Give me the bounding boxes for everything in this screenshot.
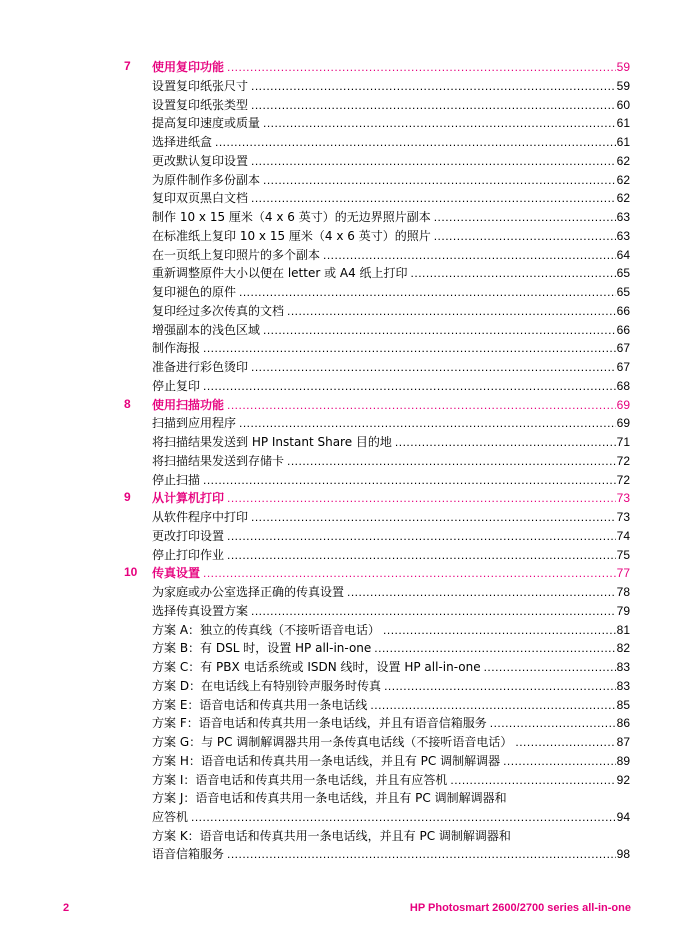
dot-leader <box>203 471 616 489</box>
page-number: 69 <box>616 397 630 412</box>
toc-entry[interactable] <box>0 827 683 846</box>
dot-leader <box>263 321 616 339</box>
page-number: 65 <box>616 266 630 281</box>
toc-entry[interactable] <box>0 152 683 171</box>
page-number: 66 <box>616 322 630 337</box>
footer-page-number: 2 <box>63 902 70 914</box>
dot-leader <box>227 527 616 545</box>
page-number: 94 <box>616 809 630 824</box>
dot-leader <box>370 696 615 714</box>
dot-leader <box>263 114 616 132</box>
dot-leader <box>503 752 616 770</box>
toc-entry-title: 设置复印纸张尺寸 <box>152 78 249 93</box>
toc-entry-title: 更改默认复印设置 <box>152 153 249 168</box>
page-number: 63 <box>616 228 630 243</box>
page-number: 73 <box>616 491 630 506</box>
toc-entry[interactable] <box>0 114 683 133</box>
toc-entry[interactable] <box>0 733 683 752</box>
toc-entry-title: 为家庭或办公室选择正确的传真设置 <box>152 585 345 599</box>
page-number: 65 <box>616 285 630 299</box>
toc-entry-title: 停止打印作业 <box>152 547 225 562</box>
toc-entry[interactable] <box>0 264 683 283</box>
dot-leader <box>251 602 616 620</box>
chapter-title: 传真设置 <box>152 566 201 581</box>
toc-entry[interactable] <box>0 771 683 790</box>
dot-leader <box>287 452 616 470</box>
dot-leader <box>484 658 616 676</box>
toc-chapter-entry[interactable] <box>0 396 683 415</box>
page-number: 86 <box>616 716 630 731</box>
chapter-title: 使用扫描功能 <box>152 397 225 412</box>
toc-entry-title: 选择传真设置方案 <box>152 603 249 618</box>
dot-leader <box>411 264 616 282</box>
toc-entry-title: 在标准纸上复印 10 x 15 厘米（4 x 6 英寸）的照片 <box>152 228 431 243</box>
toc-entry[interactable] <box>0 208 683 227</box>
page-number: 67 <box>616 341 630 356</box>
toc-entry[interactable] <box>0 321 683 340</box>
dot-leader <box>227 396 616 414</box>
toc-entry-title: 设置复印纸张类型 <box>152 97 249 112</box>
dot-leader <box>191 808 616 826</box>
toc-entry-title: 应答机 <box>152 809 189 824</box>
toc-entry-title: 复印经过多次传真的文档 <box>152 303 285 318</box>
chapter-title: 使用复印功能 <box>152 60 225 74</box>
toc-entry-title: 将扫描结果发送到存储卡 <box>152 453 285 468</box>
toc-entry[interactable] <box>0 602 683 621</box>
toc-entry[interactable] <box>0 639 683 658</box>
toc-entry-title: 增强副本的浅色区域 <box>152 322 261 337</box>
page-number: 83 <box>616 678 630 693</box>
toc-entry-title: 方案 F：语音电话和传真共用一条电话线，并且有语音信箱服务 <box>152 716 487 731</box>
dot-leader <box>251 189 616 207</box>
toc-entry-title: 提高复印速度或质量 <box>152 116 261 131</box>
page-number: 66 <box>616 303 630 318</box>
toc-entry[interactable] <box>0 283 683 302</box>
toc-entry[interactable] <box>0 621 683 640</box>
dot-leader <box>515 733 615 751</box>
page-number: 71 <box>616 435 630 449</box>
dot-leader <box>434 208 616 226</box>
page-number: 75 <box>616 547 630 562</box>
page-number: 85 <box>616 697 630 712</box>
page-number: 68 <box>616 378 630 393</box>
page-number: 83 <box>616 660 630 674</box>
dot-leader <box>239 414 616 432</box>
toc-entry-title: 方案 A：独立的传真线（不接听语音电话） <box>152 622 381 637</box>
toc-entry[interactable] <box>0 96 683 115</box>
toc-entry-title: 停止复印 <box>152 378 201 393</box>
toc-entry-title: 方案 I：语音电话和传真共用一条电话线，并且有应答机 <box>152 772 448 787</box>
chapter-number: 9 <box>124 490 131 505</box>
toc-chapter-entry[interactable] <box>0 58 683 77</box>
dot-leader <box>251 508 616 526</box>
toc-entry-title: 方案 J：语音电话和传真共用一条电话线，并且有 PC 调制解调器和 <box>152 791 507 806</box>
dot-leader <box>227 58 616 76</box>
toc-entry-title: 方案 K：语音电话和传真共用一条电话线，并且有 PC 调制解调器和 <box>152 828 511 843</box>
toc-entry-title: 从软件程序中打印 <box>152 510 249 524</box>
dot-leader <box>374 639 615 657</box>
toc-entry[interactable] <box>0 377 683 396</box>
toc-entry[interactable] <box>0 302 683 321</box>
page-number: 92 <box>616 772 630 787</box>
page-number: 59 <box>616 78 630 93</box>
dot-leader <box>203 339 616 357</box>
dot-leader <box>434 227 616 245</box>
toc-entry-title: 方案 G：与 PC 调制解调器共用一条传真电话线（不接听语音电话） <box>152 735 513 749</box>
dot-leader <box>239 283 616 301</box>
toc-entry[interactable] <box>0 414 683 433</box>
toc-entry-title: 制作 10 x 15 厘米（4 x 6 英寸）的无边界照片副本 <box>152 210 431 224</box>
dot-leader <box>251 96 616 114</box>
toc-entry-title: 复印褪色的原件 <box>152 285 237 299</box>
toc-entry[interactable] <box>0 433 683 452</box>
toc-entry[interactable] <box>0 658 683 677</box>
dot-leader <box>287 302 616 320</box>
toc-entry[interactable] <box>0 696 683 715</box>
toc-entry-title: 扫描到应用程序 <box>152 416 237 431</box>
toc-entry-title: 停止扫描 <box>152 472 201 487</box>
toc-entry[interactable] <box>0 546 683 565</box>
dot-leader <box>450 771 615 789</box>
toc-entry[interactable] <box>0 189 683 208</box>
toc-entry[interactable] <box>0 358 683 377</box>
page-number: 78 <box>616 585 630 599</box>
chapter-title: 从计算机打印 <box>152 491 225 506</box>
toc-entry-title: 语音信箱服务 <box>152 847 225 861</box>
page-number: 74 <box>616 528 630 543</box>
toc-entry[interactable] <box>0 471 683 490</box>
dot-leader <box>251 358 616 376</box>
toc-entry-title: 方案 H：语音电话和传真共用一条电话线，并且有 PC 调制解调器 <box>152 753 501 768</box>
toc-entry[interactable] <box>0 527 683 546</box>
dot-leader <box>227 845 616 863</box>
toc-entry[interactable] <box>0 508 683 527</box>
toc-entry-title: 重新调整原件大小以便在 letter 或 A4 纸上打印 <box>152 266 408 281</box>
footer-product-name: HP Photosmart 2600/2700 series all-in-one <box>409 902 631 914</box>
dot-leader <box>203 564 616 582</box>
chapter-number: 10 <box>124 565 138 580</box>
page-number: 62 <box>616 153 630 168</box>
page-number: 98 <box>616 847 630 861</box>
toc-entry-title: 选择进纸盒 <box>152 135 213 149</box>
dot-leader <box>395 433 616 451</box>
toc-entry-title: 方案 B：有 DSL 时，设置 HP all-in-one <box>152 641 372 656</box>
page-number: 79 <box>616 603 630 618</box>
page-number: 87 <box>616 735 630 749</box>
page-number: 77 <box>616 566 630 581</box>
toc-entry[interactable] <box>0 752 683 771</box>
toc-entry-title: 方案 E：语音电话和传真共用一条电话线 <box>152 697 368 712</box>
toc-entry-title: 更改打印设置 <box>152 528 225 543</box>
toc-entry-title: 方案 C：有 PBX 电话系统或 ISDN 线时，设置 HP all-in-one <box>152 660 481 674</box>
dot-leader <box>251 77 616 95</box>
toc-entry[interactable] <box>0 583 683 602</box>
toc-entry[interactable] <box>0 452 683 471</box>
page-number: 67 <box>616 360 630 374</box>
toc-entry[interactable] <box>0 77 683 96</box>
toc-entry-title: 将扫描结果发送到 HP Instant Share 目的地 <box>152 435 392 449</box>
dot-leader <box>263 171 616 189</box>
dot-leader <box>347 583 616 601</box>
toc-entry[interactable] <box>0 171 683 190</box>
dot-leader <box>383 621 616 639</box>
dot-leader <box>251 152 616 170</box>
toc-entry-title: 为原件制作多份副本 <box>152 172 261 187</box>
dot-leader <box>227 546 616 564</box>
page-number: 69 <box>616 416 630 431</box>
page-number: 63 <box>616 210 630 224</box>
toc-entry-title: 复印双页黑白文档 <box>152 191 249 206</box>
toc-entry-title: 准备进行彩色烫印 <box>152 360 249 374</box>
chapter-number: 7 <box>124 59 131 73</box>
toc-entry-title: 方案 D：在电话线上有特别铃声服务时传真 <box>152 678 382 693</box>
dot-leader <box>384 677 616 695</box>
toc-entry[interactable] <box>0 133 683 152</box>
toc-entry[interactable] <box>0 339 683 358</box>
page-number: 61 <box>616 116 630 131</box>
page-number: 62 <box>616 172 630 187</box>
page-number: 61 <box>616 135 630 149</box>
chapter-number: 8 <box>124 396 131 411</box>
dot-leader <box>323 246 616 264</box>
page-number: 72 <box>616 472 630 487</box>
dot-leader <box>490 714 616 732</box>
dot-leader <box>227 489 616 507</box>
toc-entry-title: 在一页纸上复印照片的多个副本 <box>152 247 321 262</box>
toc-entry-continued[interactable] <box>0 808 683 827</box>
page-number: 89 <box>616 753 630 768</box>
page-number: 62 <box>616 191 630 206</box>
toc-entry[interactable] <box>0 677 683 696</box>
toc-entry[interactable] <box>0 714 683 733</box>
toc-chapter-entry[interactable] <box>0 489 683 508</box>
toc-entry[interactable] <box>0 227 683 246</box>
toc-entry-title: 制作海报 <box>152 341 201 356</box>
page-number: 81 <box>616 622 630 637</box>
page-number: 73 <box>616 510 630 524</box>
dot-leader <box>203 377 616 395</box>
table-of-contents <box>0 58 683 864</box>
page-number: 82 <box>616 641 630 656</box>
page-number: 64 <box>616 247 630 262</box>
dot-leader <box>215 133 616 151</box>
toc-chapter-entry[interactable] <box>0 564 683 583</box>
toc-entry[interactable] <box>0 246 683 265</box>
page-number: 60 <box>616 97 630 112</box>
page-number: 59 <box>616 60 630 74</box>
toc-entry[interactable] <box>0 789 683 808</box>
toc-entry-continued[interactable] <box>0 845 683 864</box>
page-number: 72 <box>616 453 630 468</box>
